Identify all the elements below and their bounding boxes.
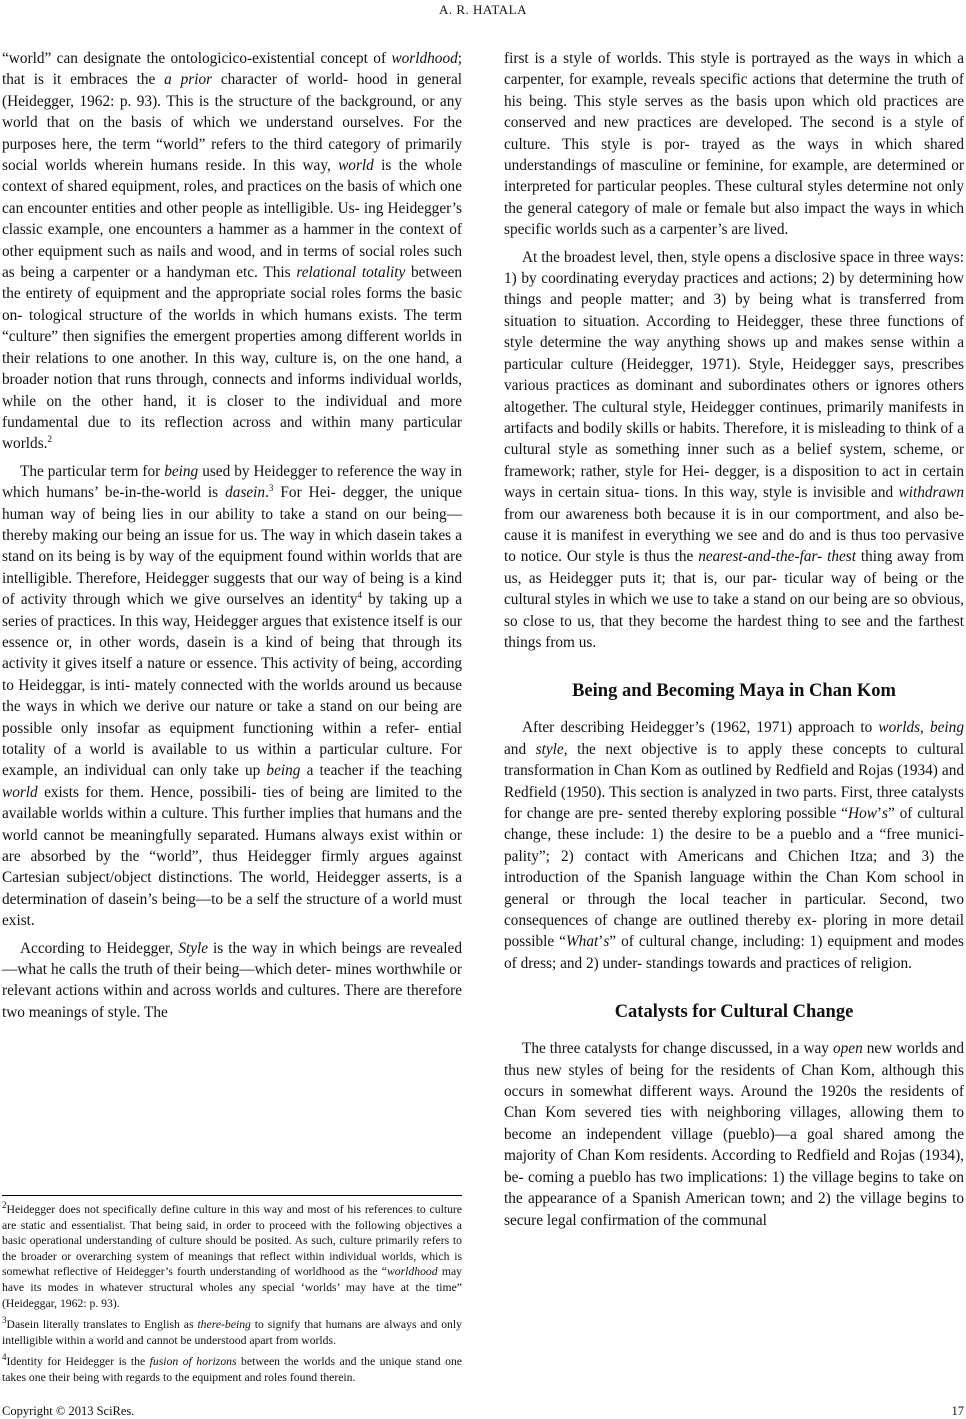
paragraph [504, 717, 964, 974]
text-run: exists for them. Hence, possibili- ties of being are limited to the available worlds within a culture. This further implies that humans and the world cannot be meaningfully separated. Humans always exist within or are absorbed by the “world”, thus Heidegger firmly argues against Cartesian subject/object distinctions. The world, Heidegger asserts, is a determination of dasein’s being—to be a self the structure of a world must exist. [2, 783, 462, 930]
text-run: to signify that humans are always and only intelligible within a world and cannot be understood apart from worlds. [2, 1318, 462, 1347]
italic-term: s [603, 933, 610, 951]
text-run: The three catalysts for change discussed, in a way [522, 1040, 833, 1058]
text-run: first is a style of worlds. This style is portrayed as the ways in which a carpenter, for example, reveals specific actions that determine the truth of his being. This style serves as the basis upon which old practices are conserved and new practices are developed. The second is a style of culture. This style is por- trayed as the ways in which shared understandings of masculine or feminine, for example, are determined or interpreted for particular peoples. These cultural styles determine not only the general category of male or female but also impact the ways in which specific worlds such as a carpenter’s are lived. [504, 50, 964, 239]
text-run: new worlds and thus new styles of being for the residents of Chan Kom, although this occurs in somewhat different ways. Around the 1920s the residents of Chan Kom severed ties with neighboring villages, allowing them to become an independent village (pueblo)—a goal shared among the majority of Chan Kom residents. According to Redfield and Rojas (1934), be- coming a pueblo has two implications: 1) the village begins to take on the appearance of a Spanish American town; and 2) the village begins to secure legal confirmation of the communal [504, 1040, 965, 1229]
italic-term: there-being [197, 1318, 251, 1332]
footnote [2, 1354, 462, 1385]
text-run: used by Heidegger to reference the way in which humans’ be-in-the-world is [2, 462, 462, 502]
italic-term: worlds [878, 719, 921, 737]
footnote-ref[interactable]: 2 [47, 434, 52, 445]
footnotes [2, 1195, 462, 1392]
text-run: is the whole context of shared equipment, roles, and practices on the basis of which one can encounter entities and other people as intelligible. Us- ing Heidegger’s classic example, one encounters a hammer as a hammer in the context of other equipment such as nails and wood, and in terms of social roles such as being a carpenter or a handyman etc. This [2, 157, 462, 282]
text-run: After describing Heidegger’s (1962, 1971) approach to [522, 719, 879, 737]
text-run: At the broadest level, then, style opens a disclosive space in three ways: 1) by coordinating everyday practices and actions; 2) by determining how things and people matter; and 3) by being what is transferred from situation to situation. According to Heidegger, these three functions of style determine the way anything shows up and makes sense within a particular culture (Heidegger, 1971). Style, Heidegger says, prescribes various practices as dominant and subordinates others or ignores others altogether. The cultural style, Heidegger continues, primarily manifests in artifacts and bodily skills or habits. Therefore, it is misleading to think of a cultural style as something inner such as a belief system, scheme, or framework; rather, style for Hei- degger, is a disposition to act in certain ways in certain situa- tions. In this way, style is invisible and [504, 248, 964, 502]
italic-term: withdrawn [898, 484, 964, 502]
italic-term: nearest-and-the-far- thest [698, 548, 856, 566]
text-run: For Hei- degger, the unique human way of being lies in our ability to take a stand on our being—thereby making our being an issue for us. The way in which dasein takes a stand on its being is by way of the equipment found within worlds that are intelligible. Therefore, Heidegger suggests that our way of being is a kind of activity through which we give ourselves an identity [2, 484, 463, 609]
text-run: a teacher if the teaching [300, 762, 462, 780]
text-run: The particular term for [20, 462, 165, 480]
footnote-ref[interactable]: 4 [357, 590, 362, 601]
footnote-number: 2 [2, 1200, 7, 1211]
italic-term: a prior [164, 71, 213, 89]
paragraph [504, 48, 964, 241]
section-heading: Catalysts for Cultural Change [614, 1002, 854, 1023]
italic-term: world [2, 783, 38, 801]
running-head: A. R. HATALA [438, 2, 527, 17]
paragraph [504, 1038, 964, 1231]
page-number: 17 [951, 1404, 964, 1418]
italic-term: worldhood [391, 50, 458, 67]
text-run: Heidegger does not specifically define culture in this way and most of his references to culture are static and essentialist. That being said, in order to proceed with the following objectives a basic operational understanding of culture should be posited. As such, culture primarily refers to the broader or overarching system of meanings that reflect within individual worlds, which is somewhat reflective of Heidegger’s fourth understanding of worldhood as the “ [2, 1203, 462, 1279]
text-run: , the next objective is to apply these concepts to cultural transformation in Chan Kom as outlined by Redfield and Rojas (1934) and Redfield (1950). This section is analyzed in two parts. First, three catalysts for change are pre- sented thereby exploring possible “ [504, 740, 964, 822]
text-run: ; that is it embraces the [2, 50, 462, 89]
text-run: Dasein literally translates to English as [6, 1318, 198, 1332]
text-run: ’ [598, 933, 604, 951]
italic-term: s [882, 805, 888, 822]
footnote-ref[interactable]: 3 [268, 483, 274, 494]
section-heading: Being and Becoming Maya in Chan Kom [572, 681, 896, 702]
text-run: , [920, 719, 930, 737]
italic-term: relational totality [296, 264, 406, 282]
italic-term: open [832, 1040, 863, 1058]
footnote [2, 1317, 462, 1348]
text-run: by taking up a series of practices. In this way, Heidegger argues that existence itself is our essence or, in other words, dasein is a kind of being that through its activity it gives itself a nature or essence. This activity of being, according to Heideggar, is inti- mately connected with the worlds around us because the ways in which we derive our nature or take a stand on our being are possible only insofar as equipment functioning within a refer- ential totality of a world is available to us within a particular culture. For example, an individual can only take up [2, 591, 462, 780]
italic-term: being [164, 462, 199, 480]
text-run: ” of cultural change, including: 1) equipment and modes of dress; and 2) under- standings towards and practices of religion. [504, 933, 964, 972]
text-run: character of world- hood in general (Heidegger, 1962: p. 93). This is the structure of the background, or any world that on the basis of which we understand ourselves. For the purposes here, the term “world” refers to the third category of primarily social worlds wherein humans reside. In this way, [2, 71, 462, 175]
text-run: from our awareness both because it is in our comportment, and also be- cause it is manifest in everything we see and do and is thus too pervasive to notice. Our style is thus the [504, 505, 964, 566]
text-run: . [265, 484, 269, 502]
text-run: between the entirety of equipment and the appropriate social roles forms the basic on- tological structure of the worlds in which humans exists. The term “culture” then signifies the emergent properties among different worlds in their relations to one another. In this way, culture is, on the one hand, a broader notion that runs through, connects and informs individual worlds, while on the other hand, it is closer to the individual and more fundamental due to its reflection across and within many particular worlds. [2, 264, 463, 453]
text-run: may have its modes in whatever structural wholes any special ‘worlds’ may have at the time” (Heideggar, 1962: p. 93). [2, 1265, 462, 1310]
italic-term: How [848, 805, 877, 822]
text-run: ’ [876, 805, 883, 822]
italic-term: style [535, 740, 564, 758]
italic-term: What [565, 933, 599, 951]
text-run: Identity for Heidegger is the [6, 1355, 150, 1369]
paragraph [2, 461, 462, 932]
italic-term: fusion of horizons [149, 1355, 237, 1369]
footnote [2, 1202, 462, 1311]
text-run: ” of cultural change, these include: 1) the desire to be a pueblo and a “free munici- pality”; 2) contact with Americans and Chichen Itza; and 3) the introduction of the Spanish language within the Chan Kom school in general or through the local teacher in particular. Second, two consequences of change are outlined thereby ex- ploring in more detail possible “ [504, 805, 965, 951]
text-run: is the way in which beings are revealed—what he calls the truth of their being—which deter- mines worthwhile or relevant actions within and across worlds and cultures. There are therefore two meanings of style. The [2, 939, 462, 1021]
footnote-number: 4 [2, 1352, 7, 1363]
text-run: between the worlds and the unique stand one takes one their being with regards to the equipment and roles found therein. [2, 1355, 462, 1384]
text-run: “world” can designate the ontologicico-existential concept of [2, 50, 392, 67]
italic-term: being [266, 762, 301, 780]
italic-term: dasein [225, 484, 266, 502]
right-column [504, 48, 964, 1237]
paragraph [2, 48, 462, 455]
text-run: and [504, 740, 536, 758]
footnote-number: 3 [2, 1315, 7, 1326]
text-run: According to Heidegger, [20, 939, 179, 957]
italic-term: worldhood [386, 1265, 438, 1279]
left-column [2, 48, 462, 1029]
paragraph [2, 938, 462, 1024]
italic-term: Style [178, 939, 209, 957]
italic-term: being [929, 719, 964, 737]
text-run: thing away from us, as Heidegger puts it; that is, our par- ticular way of being or the cultural styles in which we use to take a stand on our being are so obvious, so close to us, that they become the hardest thing to see and the farthest things from us. [504, 548, 964, 651]
paragraph [504, 247, 964, 654]
copyright: Copyright © 2013 SciRes. [2, 1404, 135, 1418]
italic-term: world [338, 157, 374, 175]
